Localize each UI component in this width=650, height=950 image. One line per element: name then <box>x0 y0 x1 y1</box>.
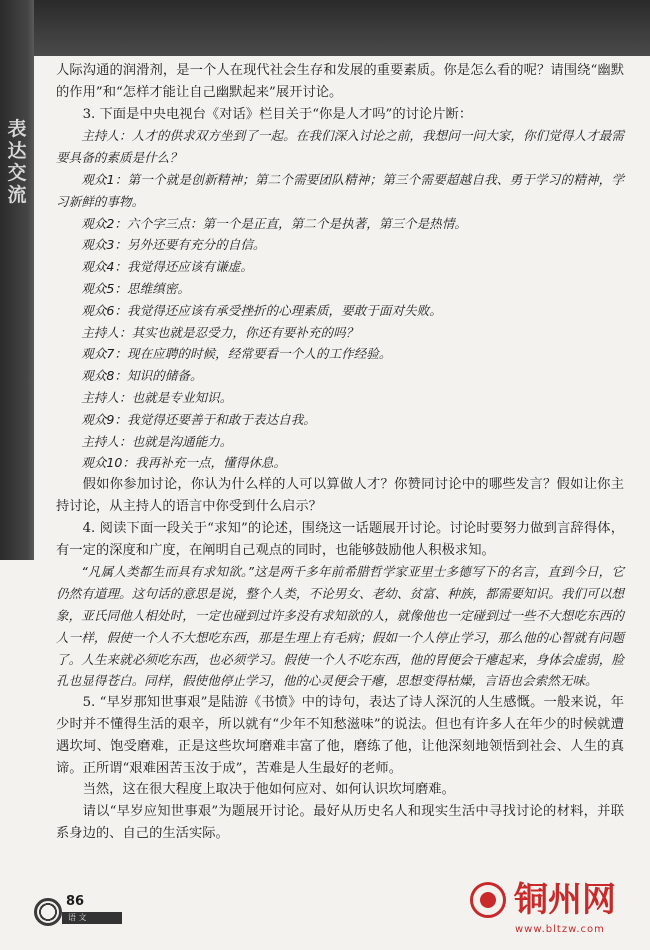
page-number: 86 <box>66 894 85 909</box>
paragraph: 观众9：我觉得还要善于和敢于表达自我。 <box>81 411 316 427</box>
paragraph: 请以“早岁应知世事艰”为题展开讨论。最好从历史名人和现实生活中寻找讨论的材料，并联系身边的、自己的生活实际。 <box>56 804 624 841</box>
page-tab: 语 文 <box>62 912 122 924</box>
paragraph: 观众5：思维缜密。 <box>81 280 190 296</box>
page-body <box>56 60 624 845</box>
top-decorative-band <box>0 0 650 56</box>
paragraph: 观众4：我觉得还应该有谦虚。 <box>81 259 253 275</box>
paragraph: 观众8：知识的储备。 <box>81 368 203 384</box>
section-label: 表达交流 <box>7 118 27 206</box>
watermark-url: www.bltzw.com <box>515 924 605 935</box>
paragraph: 假如你参加讨论，你认为什么样的人可以算做人才？你赞同讨论中的哪些发言？假如让你主持讨论，从主持人的语言中你受到什么启示？ <box>56 477 624 514</box>
paragraph: 观众6：我觉得还应该有承受挫折的心理素质，要敢于面对失败。 <box>81 302 442 318</box>
paragraph: 观众10：我再补充一点，懂得休息。 <box>81 455 287 471</box>
paragraph: 人际沟通的润滑剂，是一个人在现代社会生存和发展的重要素质。你是怎么看的呢？请围绕“幽默的作用”和“怎样才能让自己幽默起来”展开讨论。 <box>56 63 624 100</box>
paragraph: “凡属人类都生而具有求知欲。”这是两千多年前希腊哲学家亚里士多德写下的名言，直到今日，它仍然有道理。这句话的意思是说，整个人类，不论男女、老幼、贫富、种族，都需要知识。我们可以想象，亚氏同他人相处时，一定也碰到过许多没有求知欲的人，就像他也一定碰到过一些不大想吃东西的人一样，假使一个人不大想吃东西，那是生理上有毛病；假如一个人停止学习，那么他的心智就有问题了。人生来就必须吃东西，也必须学习。假使一个人不吃东西，他的胃便会干瘪起来，身体会虚弱，脸孔也显得苍白。同样，假使他停止学习，他的心灵便会干瘪，思想变得枯燥，言语也会索然无味。 <box>56 564 624 689</box>
paragraph: 观众2：六个字三点：第一个是正直，第二个是执著，第三个是热情。 <box>81 215 468 231</box>
page-ring-icon <box>34 898 62 926</box>
paragraph: 4. 阅读下面一段关于“求知”的论述，围绕这一话题展开讨论。讨论时要努力做到言辞得体，有一定的深度和广度，在阐明自己观点的同时，也能够鼓励他人积极求知。 <box>56 520 624 558</box>
watermark-logo-icon <box>470 882 506 918</box>
paragraph: 观众3：另外还要有充分的自信。 <box>81 237 266 253</box>
paragraph: 当然，这在很大程度上取决于他如何应对、如何认识坎坷磨难。 <box>82 782 455 798</box>
paragraph: 5. “早岁那知世事艰”是陆游《书愤》中的诗句，表达了诗人深沉的人生感慨。一般来说，年少时并不懂得生活的艰辛，所以就有“少年不知愁滋味”的说法。但也有许多人在年少的时候就遭遇坎坷、饱受磨难，正是这些坎坷磨难丰富了他，磨练了他，让他深刻地领悟到社会、人生的真谛。正所谓“艰难困苦玉汝于成”，苦难是人生最好的老师。 <box>56 695 624 776</box>
paragraph: 主持人：也就是沟通能力。 <box>81 433 233 449</box>
paragraph: 主持人：其实也就是忍受力，你还有要补充的吗？ <box>81 324 359 340</box>
paragraph: 主持人：人才的供求双方坐到了一起。在我们深入讨论之前，我想问一问大家，你们觉得人才最需要具备的素质是什么？ <box>56 128 624 166</box>
paragraph: 3. 下面是中央电视台《对话》栏目关于“你是人才吗”的讨论片断： <box>82 106 473 122</box>
side-decorative-band <box>0 0 34 560</box>
page-footer <box>0 880 650 950</box>
paragraph: 观众7：现在应聘的时候，经常要看一个人的工作经验。 <box>81 346 392 362</box>
watermark-title: 铜州网 <box>514 880 616 920</box>
paragraph: 主持人：也就是专业知识。 <box>81 389 233 405</box>
paragraph: 观众1：第一个就是创新精神；第二个需要团队精神；第三个需要超越自我、勇于学习的精神，学习新鲜的事物。 <box>56 171 624 209</box>
